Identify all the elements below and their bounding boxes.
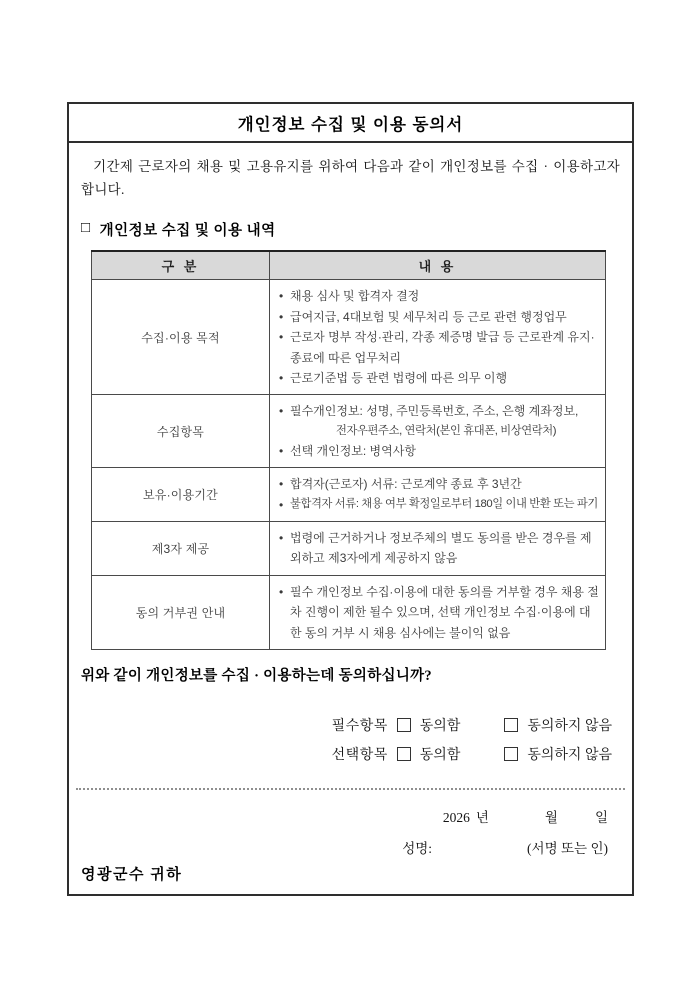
consent-options: [81, 715, 620, 764]
bullet-icon: •: [279, 404, 284, 419]
bullet-item-continuation: 전자우편주소, 연락처(본인 휴대폰, 비상연락처): [336, 424, 557, 437]
row-label: 수집항목: [92, 395, 270, 468]
document-body: [69, 156, 632, 857]
table-row-refusal-notice: [92, 575, 606, 649]
info-table: [91, 250, 606, 650]
column-header-content: 내 용: [270, 251, 606, 280]
required-disagree-label: 동의하지 않음: [527, 719, 612, 735]
checkbox-required-agree[interactable]: [397, 718, 411, 732]
checkbox-optional-agree[interactable]: [397, 747, 411, 761]
bullet-item: • 합격자(근로자) 서류: 근로계약 종료 후 3년간: [279, 474, 599, 494]
bullet-icon: •: [279, 309, 284, 324]
bullet-item: • 필수 개인정보 수집·이용에 대한 동의를 거부할 경우 채용 절차 진행이 제한 될수 있으며, 선택 개인정보 수집·이용에 대한 동의 거부 시 채용 심사에는 불이익 없음: [279, 582, 599, 643]
bullet-item: • 채용 심사 및 합격자 결정: [279, 286, 599, 306]
optional-agree-label: 동의함: [419, 748, 461, 764]
row-label: 수집·이용 목적: [92, 280, 270, 395]
bullet-icon: •: [279, 370, 284, 385]
date-day-label: 일: [594, 810, 608, 826]
bullet-icon: •: [279, 330, 284, 345]
section-heading-label: 개인정보 수집 및 이용 내역: [99, 222, 276, 239]
date-line: [81, 806, 620, 826]
intro-paragraph: 기간제 근로자의 채용 및 고용유지를 위하여 다음과 같이 개인정보를 수집 · 이용하고자 합니다.: [81, 159, 620, 197]
consent-row-optional-label: 선택항목: [331, 748, 388, 764]
bullet-item: • 급여지급, 4대보험 및 세무처리 등 근로 관련 행정업무: [279, 307, 599, 327]
table-row-third-party: [92, 522, 606, 576]
consent-question: 위와 같이 개인정보를 수집 · 이용하는데 동의하십니까?: [81, 668, 432, 685]
page-title: 개인정보 수집 및 이용 동의서: [69, 104, 632, 143]
table-row-purpose: [92, 280, 606, 395]
bullet-icon: •: [279, 497, 284, 512]
bullet-item: • 근로기준법 등 관련 법령에 따른 의무 이행: [279, 368, 599, 388]
consent-row-optional: [332, 744, 612, 764]
recipient: 영광군수 귀하: [81, 867, 183, 883]
signature-line: [81, 837, 620, 857]
checkbox-optional-disagree[interactable]: [504, 747, 518, 761]
bullet-item: • 선택 개인정보: 병역사항: [279, 441, 599, 461]
consent-form-document: [67, 102, 634, 896]
checkbox-required-disagree[interactable]: [504, 718, 518, 732]
dotted-separator: [76, 788, 625, 790]
date-month-label: 월: [544, 810, 558, 826]
consent-row-required: [332, 715, 612, 735]
name-label: 성명:: [402, 841, 433, 857]
bullet-icon: •: [279, 443, 284, 458]
bullet-icon: •: [279, 531, 284, 546]
table-row-items-collected: [92, 395, 606, 468]
date-year-label: 년: [475, 810, 489, 826]
bullet-icon: •: [279, 477, 284, 492]
sign-or-seal-label: (서명 또는 인): [527, 841, 608, 857]
bullet-item: • 필수개인정보: 성명, 주민등록번호, 주소, 은행 계좌정보,: [279, 401, 599, 421]
bullet-item: • 근로자 명부 작성·관리, 각종 제증명 발급 등 근로관계 유지·종료에 따른 업무처리: [279, 327, 599, 368]
date-year-value: 2026: [442, 810, 470, 826]
bullet-icon: •: [279, 584, 284, 599]
section-heading: [81, 219, 620, 240]
optional-disagree-label: 동의하지 않음: [527, 748, 612, 764]
bullet-item: • 불합격자 서류: 채용 여부 확정일로부터 180일 이내 반환 또는 파기: [279, 495, 599, 515]
table-row-retention-period: [92, 468, 606, 522]
row-label: 동의 거부권 안내: [92, 575, 270, 649]
square-bullet-icon: □: [81, 219, 91, 236]
row-label: 제3자 제공: [92, 522, 270, 576]
bullet-item: • 법령에 근거하거나 정보주체의 별도 동의를 받은 경우를 제외하고 제3자에게 제공하지 않음: [279, 528, 599, 569]
required-agree-label: 동의함: [419, 719, 461, 735]
bullet-icon: •: [279, 289, 284, 304]
table-header-row: [92, 251, 606, 280]
column-header-category: 구 분: [92, 251, 270, 280]
row-label: 보유·이용기간: [92, 468, 270, 522]
consent-row-required-label: 필수항목: [331, 719, 388, 735]
